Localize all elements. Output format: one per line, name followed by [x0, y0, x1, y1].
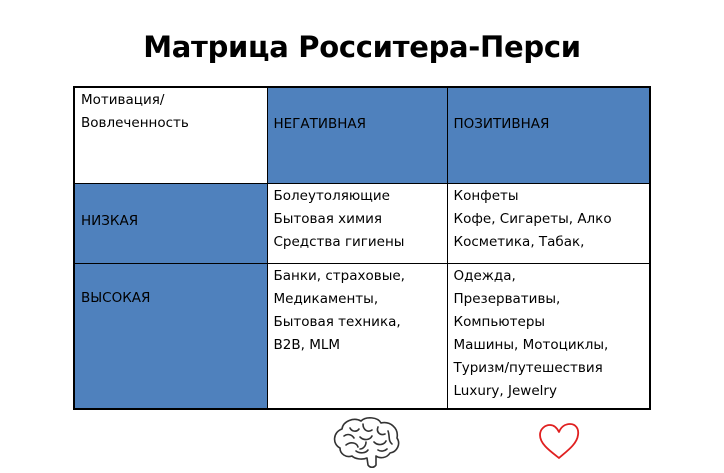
column-header-negative: [267, 87, 447, 183]
list-item: Средства гигиены: [273, 233, 405, 250]
list-item: Кофе, Сигареты, Алко: [453, 210, 612, 227]
matrix-row-high: [74, 263, 650, 409]
list-item: Бытовая техника,: [273, 313, 401, 330]
list-item: Конфеты: [453, 187, 519, 204]
list-item: Туризм/путешествия: [453, 359, 603, 376]
row-header-label: ВЫСОКАЯ: [81, 289, 151, 306]
corner-cell: [74, 87, 267, 183]
list-item: Одежда,: [453, 267, 516, 284]
column-header-positive: [447, 87, 650, 183]
list-item: Болеутоляющие: [273, 187, 390, 204]
list-item: B2B, MLM: [273, 336, 341, 353]
cell-low-positive: [447, 183, 650, 263]
row-header-low: [74, 183, 267, 263]
row-header-label: НИЗКАЯ: [81, 212, 139, 229]
list-item: Косметика, Табак,: [453, 233, 585, 250]
list-item: Luxury, Jewelry: [453, 382, 557, 399]
column-header-label: НЕГАТИВНАЯ: [273, 116, 367, 132]
heart-icon: [536, 422, 582, 462]
matrix-row-low: [74, 183, 650, 263]
page-title: Матрица Росситера-Перси: [143, 30, 581, 64]
matrix-header-row: [74, 87, 650, 183]
cell-high-positive: [447, 263, 650, 409]
rossiter-percy-matrix: [73, 86, 651, 410]
row-header-high: [74, 263, 267, 409]
list-item: Медикаменты,: [273, 290, 379, 307]
corner-label-line: Мотивация/: [81, 92, 165, 108]
list-item: Презервативы,: [453, 290, 561, 307]
cell-high-negative: [267, 263, 447, 409]
corner-label-line: Вовлеченность: [81, 115, 189, 131]
cell-low-negative: [267, 183, 447, 263]
list-item: Бытовая химия: [273, 210, 383, 227]
list-item: Банки, страховые,: [273, 267, 405, 284]
brain-icon: [330, 414, 402, 470]
list-item: Машины, Мотоциклы,: [453, 336, 609, 353]
column-header-label: ПОЗИТИВНАЯ: [453, 116, 550, 132]
list-item: Компьютеры: [453, 313, 546, 330]
